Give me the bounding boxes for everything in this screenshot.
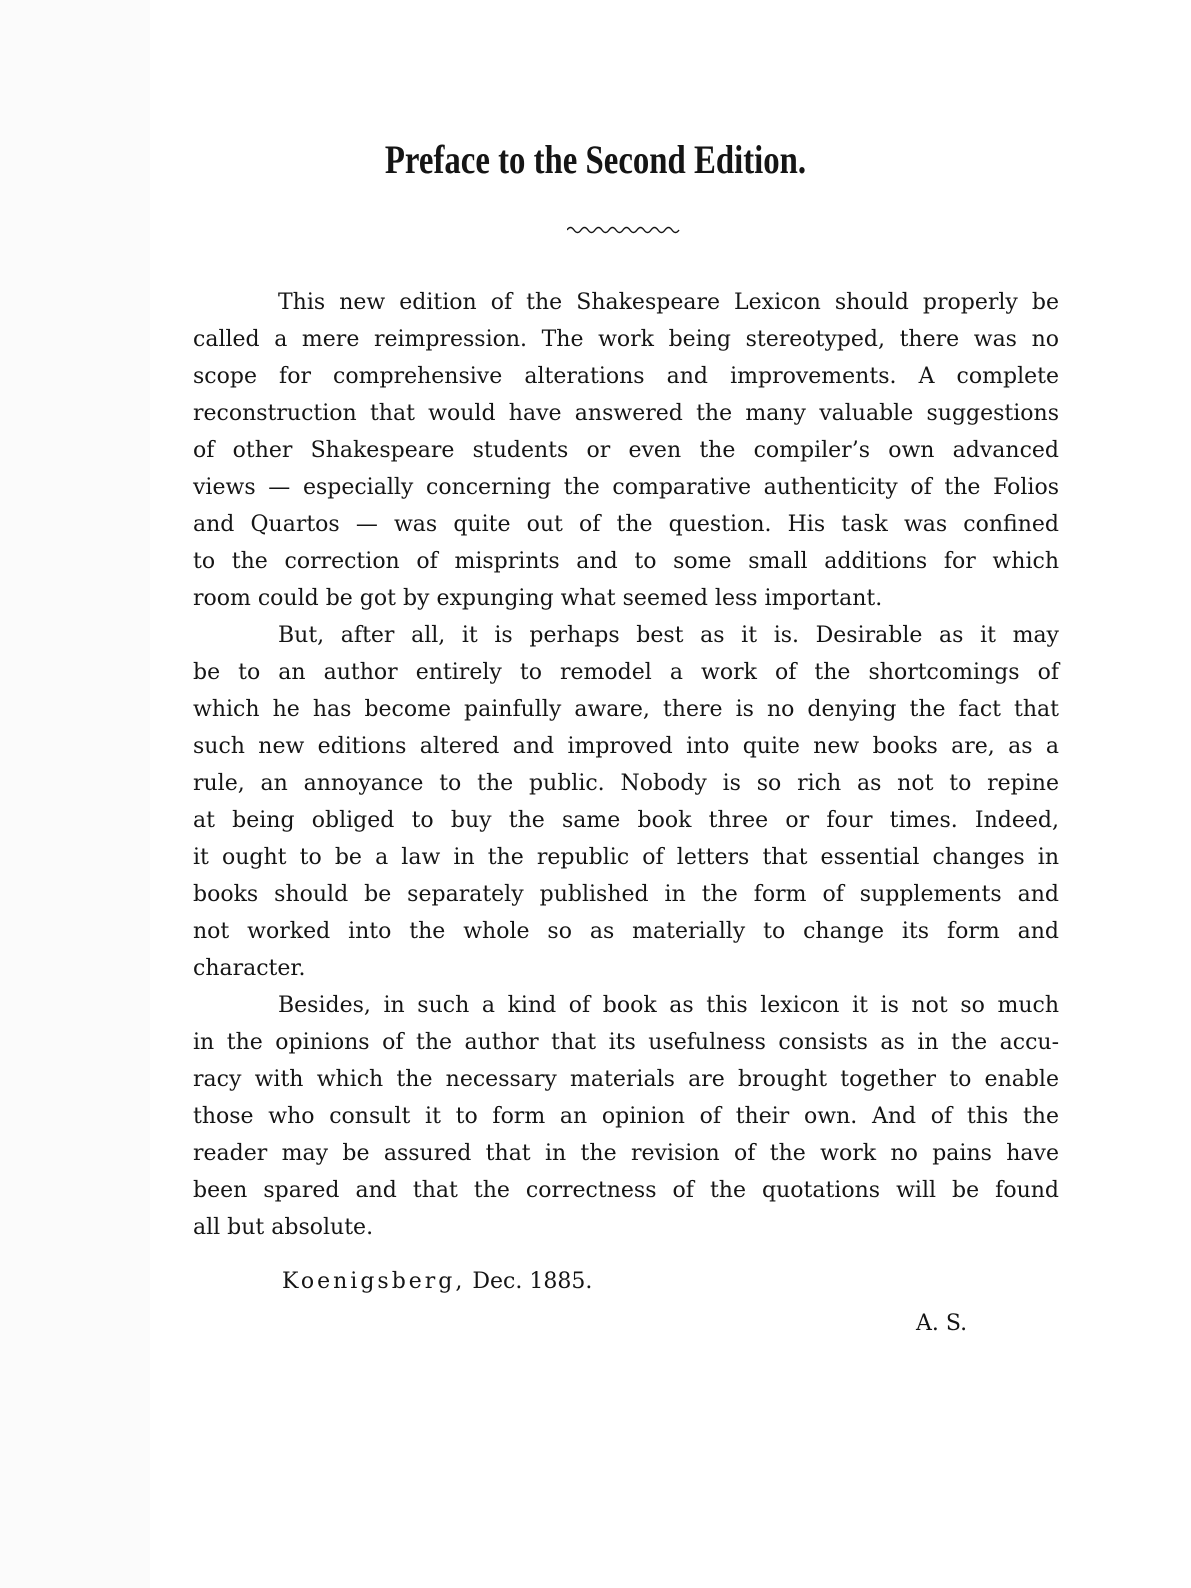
text-line: which he has become painfully aware, there is no denying the fact that (193, 697, 1059, 722)
text-line: reconstruction that would have answered the many valuable suggestions (193, 401, 1059, 426)
paragraph-3 (193, 987, 1059, 1246)
text-line: and Quartos — was quite out of the question. His task was confined (193, 512, 1059, 537)
text-line: called a mere reimpression. The work being stereotyped, there was no (193, 327, 1059, 352)
text-line: those who consult it to form an opinion of their own. And of this the (193, 1104, 1059, 1129)
text-line: scope for comprehensive alterations and improvements. A complete (193, 364, 1059, 389)
text-line: it ought to be a law in the republic of letters that essential changes in (193, 845, 1059, 870)
page-title: Preface to the Second Edition. (384, 137, 807, 182)
place-and-date (282, 1263, 592, 1300)
text-line: This new edition of the Shakespeare Lexicon should properly be (278, 290, 1059, 315)
text-line: such new editions altered and improved into quite new books are, as a (193, 734, 1059, 759)
signature-initials: A. S. (916, 1311, 968, 1336)
preface-body (193, 284, 1059, 1246)
text-line: rule, an annoyance to the public. Nobody is so rich as not to repine (193, 771, 1059, 796)
paragraph-1 (193, 284, 1059, 617)
wavy-rule-ornament (567, 224, 681, 236)
text-line: in the opinions of the author that its usefulness consists as in the accu- (193, 1030, 1059, 1055)
text-line: character. (193, 956, 306, 981)
text-line: be to an author entirely to remodel a work of the shortcomings of (193, 660, 1059, 685)
place-name: Koenigsberg, (282, 1269, 466, 1294)
paragraph-2 (193, 617, 1059, 987)
text-line: to the correction of misprints and to some small additions for which (193, 549, 1059, 574)
text-line: all but absolute. (193, 1215, 374, 1240)
text-line: at being obliged to buy the same book three or four times. Indeed, (193, 808, 1059, 833)
text-line: not worked into the whole so as materially to change its form and (193, 919, 1059, 944)
text-line: But, after all, it is perhaps best as it is. Desirable as it may (278, 623, 1059, 648)
text-line: racy with which the necessary materials are brought together to enable (193, 1067, 1059, 1092)
text-line: Besides, in such a kind of book as this lexicon it is not so much (278, 993, 1059, 1018)
text-line: books should be separately published in the form of supplements and (193, 882, 1059, 907)
date: Dec. 1885. (472, 1269, 593, 1294)
text-line: room could be got by expunging what seemed less important. (193, 586, 883, 611)
text-line: of other Shakespeare students or even the compiler’s own advanced (193, 438, 1059, 463)
text-line: been spared and that the correctness of the quotations will be found (193, 1178, 1059, 1203)
text-line: reader may be assured that in the revision of the work no pains have (193, 1141, 1059, 1166)
text-line: views — especially concerning the comparative authenticity of the Folios (193, 475, 1059, 500)
